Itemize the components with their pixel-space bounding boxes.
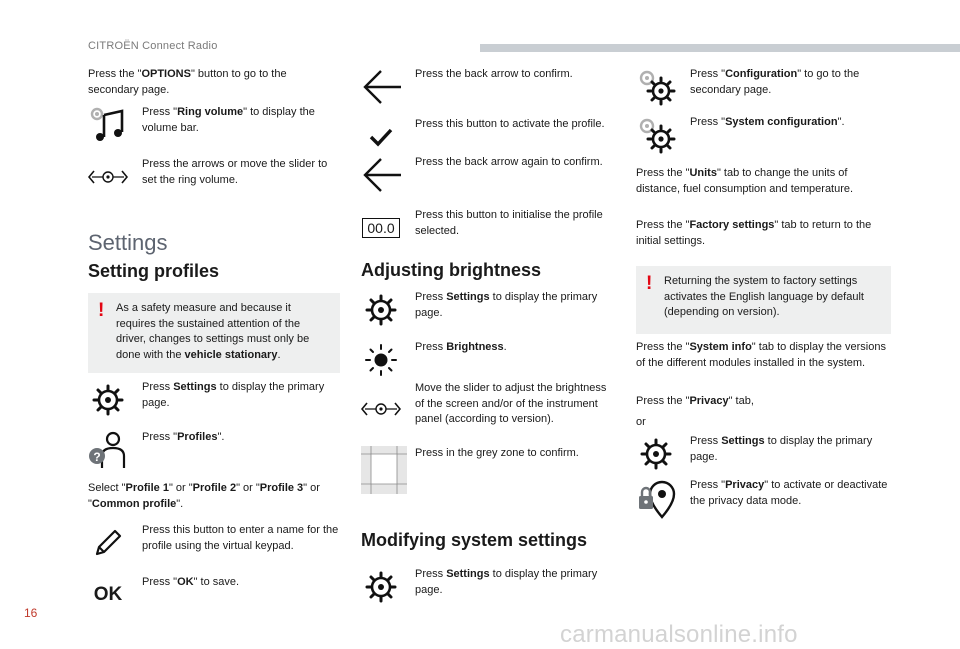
settings-gear-icon [361, 567, 401, 607]
subtitle-setting-profiles: Setting profiles [88, 261, 220, 281]
ring-volume-icon [88, 105, 128, 145]
brightness-settings-text: Press Settings to display the primary page. [415, 291, 598, 319]
ok-text: Press "OK" to save. [142, 576, 240, 588]
svg-text:?: ? [93, 450, 101, 464]
back-confirm-text: Press the back arrow to confirm. [415, 68, 573, 80]
subtitle-modifying-system-settings: Modifying system settings [361, 530, 588, 550]
page-number: 16 [24, 606, 38, 620]
system-configuration-gears-icon [636, 115, 676, 155]
settings-gear-icon [88, 380, 128, 420]
back-arrow-icon [361, 155, 401, 195]
running-header: CITROËN Connect Radio [88, 40, 218, 52]
back-again-text: Press the back arrow again to confirm. [415, 156, 603, 168]
profiles-user-icon [88, 430, 128, 470]
privacy-text: Press "Privacy" to activate or deactivate the privacy data mode. [690, 479, 888, 507]
slider-arrows-icon [88, 157, 128, 197]
modify-settings-text: Press Settings to display the primary page. [415, 568, 598, 596]
configuration-gears-icon [636, 67, 676, 107]
edit-name-text: Press this button to enter a name for the profile using the virtual keypad. [142, 524, 339, 552]
units-paragraph: Press the "Units" tab to change the units of distance, fuel consumption and temperature. [636, 167, 854, 195]
watermark: carmanualsonline.info [560, 621, 798, 648]
privacy-settings-text: Press Settings to display the primary page. [690, 435, 873, 463]
system-info-paragraph: Press the "System info" tab to display the versions of the different modules installed in the system. [636, 341, 886, 369]
settings-gear-icon [361, 290, 401, 330]
brightness-icon [361, 340, 401, 380]
warning-icon: ! [98, 300, 105, 321]
system-configuration-text: Press "System configuration". [690, 116, 845, 128]
section-title-settings: Settings [88, 230, 168, 255]
checkmark-icon [361, 117, 401, 157]
activate-text: Press this button to activate the profile. [415, 118, 605, 130]
initialise-text: Press this button to initialise the profile selected. [415, 209, 603, 237]
brightness-text: Press Brightness. [415, 341, 507, 353]
slider-arrows-icon [361, 389, 401, 429]
factory-warning-text: Returning the system to factory settings activates the English language by default (depending on version). [664, 275, 864, 319]
factory-warning-box [636, 266, 891, 334]
ok-icon: OK [93, 583, 123, 605]
configuration-text: Press "Configuration" to go to the secondary page. [690, 68, 860, 96]
privacy-tab-paragraph: Press the "Privacy" tab, [636, 395, 754, 407]
safety-warning-box [88, 293, 340, 373]
pencil-icon [88, 523, 128, 563]
options-paragraph: Press the "OPTIONS" button to go to the secondary page. [88, 68, 287, 96]
or-text: or [636, 416, 646, 428]
subtitle-adjusting-brightness: Adjusting brightness [361, 260, 541, 280]
back-arrow-icon [361, 67, 401, 107]
warning-icon: ! [646, 273, 653, 294]
factory-settings-paragraph: Press the "Factory settings" tab to return to the initial settings. [636, 219, 872, 247]
grey-zone-text: Press in the grey zone to confirm. [415, 447, 579, 459]
safety-warning-text: As a safety measure and because it requires the sustained attention of the driver, changes to settings must only be done with the vehicle stationary. [116, 302, 310, 361]
brightness-slider-text: Move the slider to adjust the brightness of the screen and/or of the instrument panel (according to version). [415, 382, 607, 426]
select-profile-paragraph: Select "Profile 1" or "Profile 2" or "Profile 3" or "Common profile". [88, 482, 320, 510]
grey-zone-icon [361, 446, 407, 494]
header-bar [480, 44, 960, 52]
privacy-lock-pin-icon [636, 478, 676, 518]
profiles-text: Press "Profiles". [142, 431, 225, 443]
ring-slider-text: Press the arrows or move the slider to set the ring volume. [142, 158, 328, 186]
reset-counter-icon: 00.0 [361, 208, 401, 248]
ring-volume-text: Press "Ring volume" to display the volume bar. [142, 106, 315, 134]
press-settings-text: Press Settings to display the primary page. [142, 381, 325, 409]
settings-gear-icon [636, 434, 676, 474]
